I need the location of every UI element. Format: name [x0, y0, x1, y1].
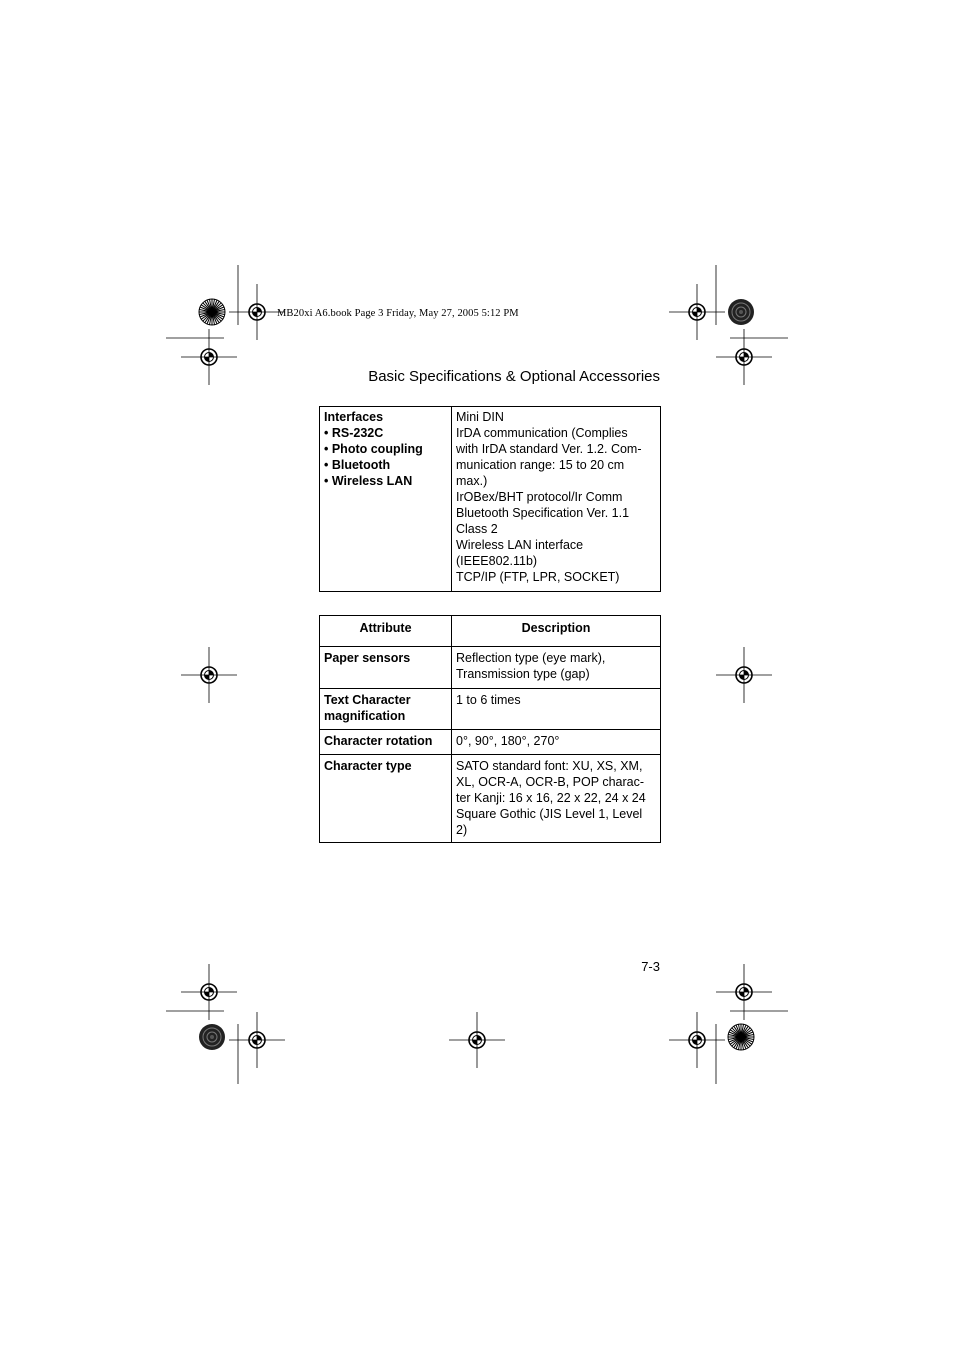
value-line: TCP/IP (FTP, LPR, SOCKET): [456, 570, 620, 584]
description-text: Reflection type (eye mark),: [456, 651, 606, 665]
description-cell: [452, 647, 661, 689]
table-row: [320, 755, 661, 843]
table-row: [320, 689, 661, 730]
description-cell: [452, 689, 661, 730]
interfaces-table: [319, 406, 661, 592]
registration-mark: [229, 1012, 285, 1068]
attribute-cell: [320, 647, 452, 689]
table-header-row: [320, 616, 661, 647]
interface-item-wireless-lan: • Wireless LAN: [324, 474, 413, 488]
description-text: SATO standard font: XU, XS, XM,: [456, 759, 643, 773]
interfaces-label: Interfaces: [324, 410, 384, 424]
starburst-mark-top-left: [199, 299, 225, 325]
value-line: (IEEE802.11b): [456, 554, 538, 568]
description-cell: [452, 730, 661, 755]
running-head: Basic Specifications & Optional Accessories: [368, 368, 660, 385]
dark-circle-mark-top-right: [728, 299, 754, 325]
interface-item-bluetooth: • Bluetooth: [324, 458, 391, 472]
attribute-cell: [320, 755, 452, 843]
description-text: Square Gothic (JIS Level 1, Level: [456, 807, 643, 821]
interfaces-label-cell: [320, 407, 452, 592]
dark-circle-mark-bottom-left: [199, 1024, 225, 1050]
registration-mark: [716, 329, 772, 385]
page-number: 7-3: [641, 959, 660, 974]
description-text: 1 to 6 times: [456, 693, 521, 707]
header-attribute: Attribute: [320, 616, 452, 647]
value-line: IrOBex/BHT protocol/Ir Comm: [456, 490, 623, 504]
attributes-table: [319, 615, 661, 843]
registration-mark: [669, 1012, 725, 1068]
value-line: with IrDA standard Ver. 1.2. Com-: [456, 442, 642, 456]
interface-item-photo-coupling: • Photo coupling: [324, 442, 423, 456]
interface-item-rs232c: • RS-232C: [324, 426, 384, 440]
description-text: 2): [456, 823, 468, 837]
table-row: [320, 730, 661, 755]
interfaces-value-cell: [452, 407, 661, 592]
attribute-text: magnification: [324, 709, 406, 723]
registration-mark: [716, 647, 772, 703]
value-line: Wireless LAN interface: [456, 538, 584, 552]
registration-mark: [669, 284, 725, 340]
value-line: Class 2: [456, 522, 498, 536]
value-line: Bluetooth Specification Ver. 1.1: [456, 506, 630, 520]
print-slug: MB20xi A6.book Page 3 Friday, May 27, 2005 5:12 PM: [277, 308, 519, 319]
value-line: IrDA communication (Complies: [456, 426, 628, 440]
attribute-text: Character rotation: [324, 734, 433, 748]
table-row: [320, 407, 661, 592]
value-line: Mini DIN: [456, 410, 504, 424]
description-text: Transmission type (gap): [456, 667, 590, 681]
description-text: XL, OCR-A, OCR-B, POP charac-: [456, 775, 645, 789]
registration-mark: [181, 964, 237, 1020]
attribute-text: Character type: [324, 759, 412, 773]
description-cell: [452, 755, 661, 843]
header-description: Description: [452, 616, 661, 647]
registration-mark: [181, 329, 237, 385]
attribute-cell: [320, 689, 452, 730]
attribute-cell: [320, 730, 452, 755]
value-line: munication range: 15 to 20 cm: [456, 458, 625, 472]
registration-mark: [716, 964, 772, 1020]
starburst-mark-bottom-right: [728, 1024, 754, 1050]
table-row: [320, 647, 661, 689]
registration-mark: [449, 1012, 505, 1068]
attribute-text: Text Character: [324, 693, 411, 707]
description-text: ter Kanji: 16 x 16, 22 x 22, 24 x 24: [456, 791, 646, 805]
attribute-text: Paper sensors: [324, 651, 411, 665]
description-text: 0°, 90°, 180°, 270°: [456, 734, 560, 748]
value-line: max.): [456, 474, 488, 488]
registration-mark: [181, 647, 237, 703]
